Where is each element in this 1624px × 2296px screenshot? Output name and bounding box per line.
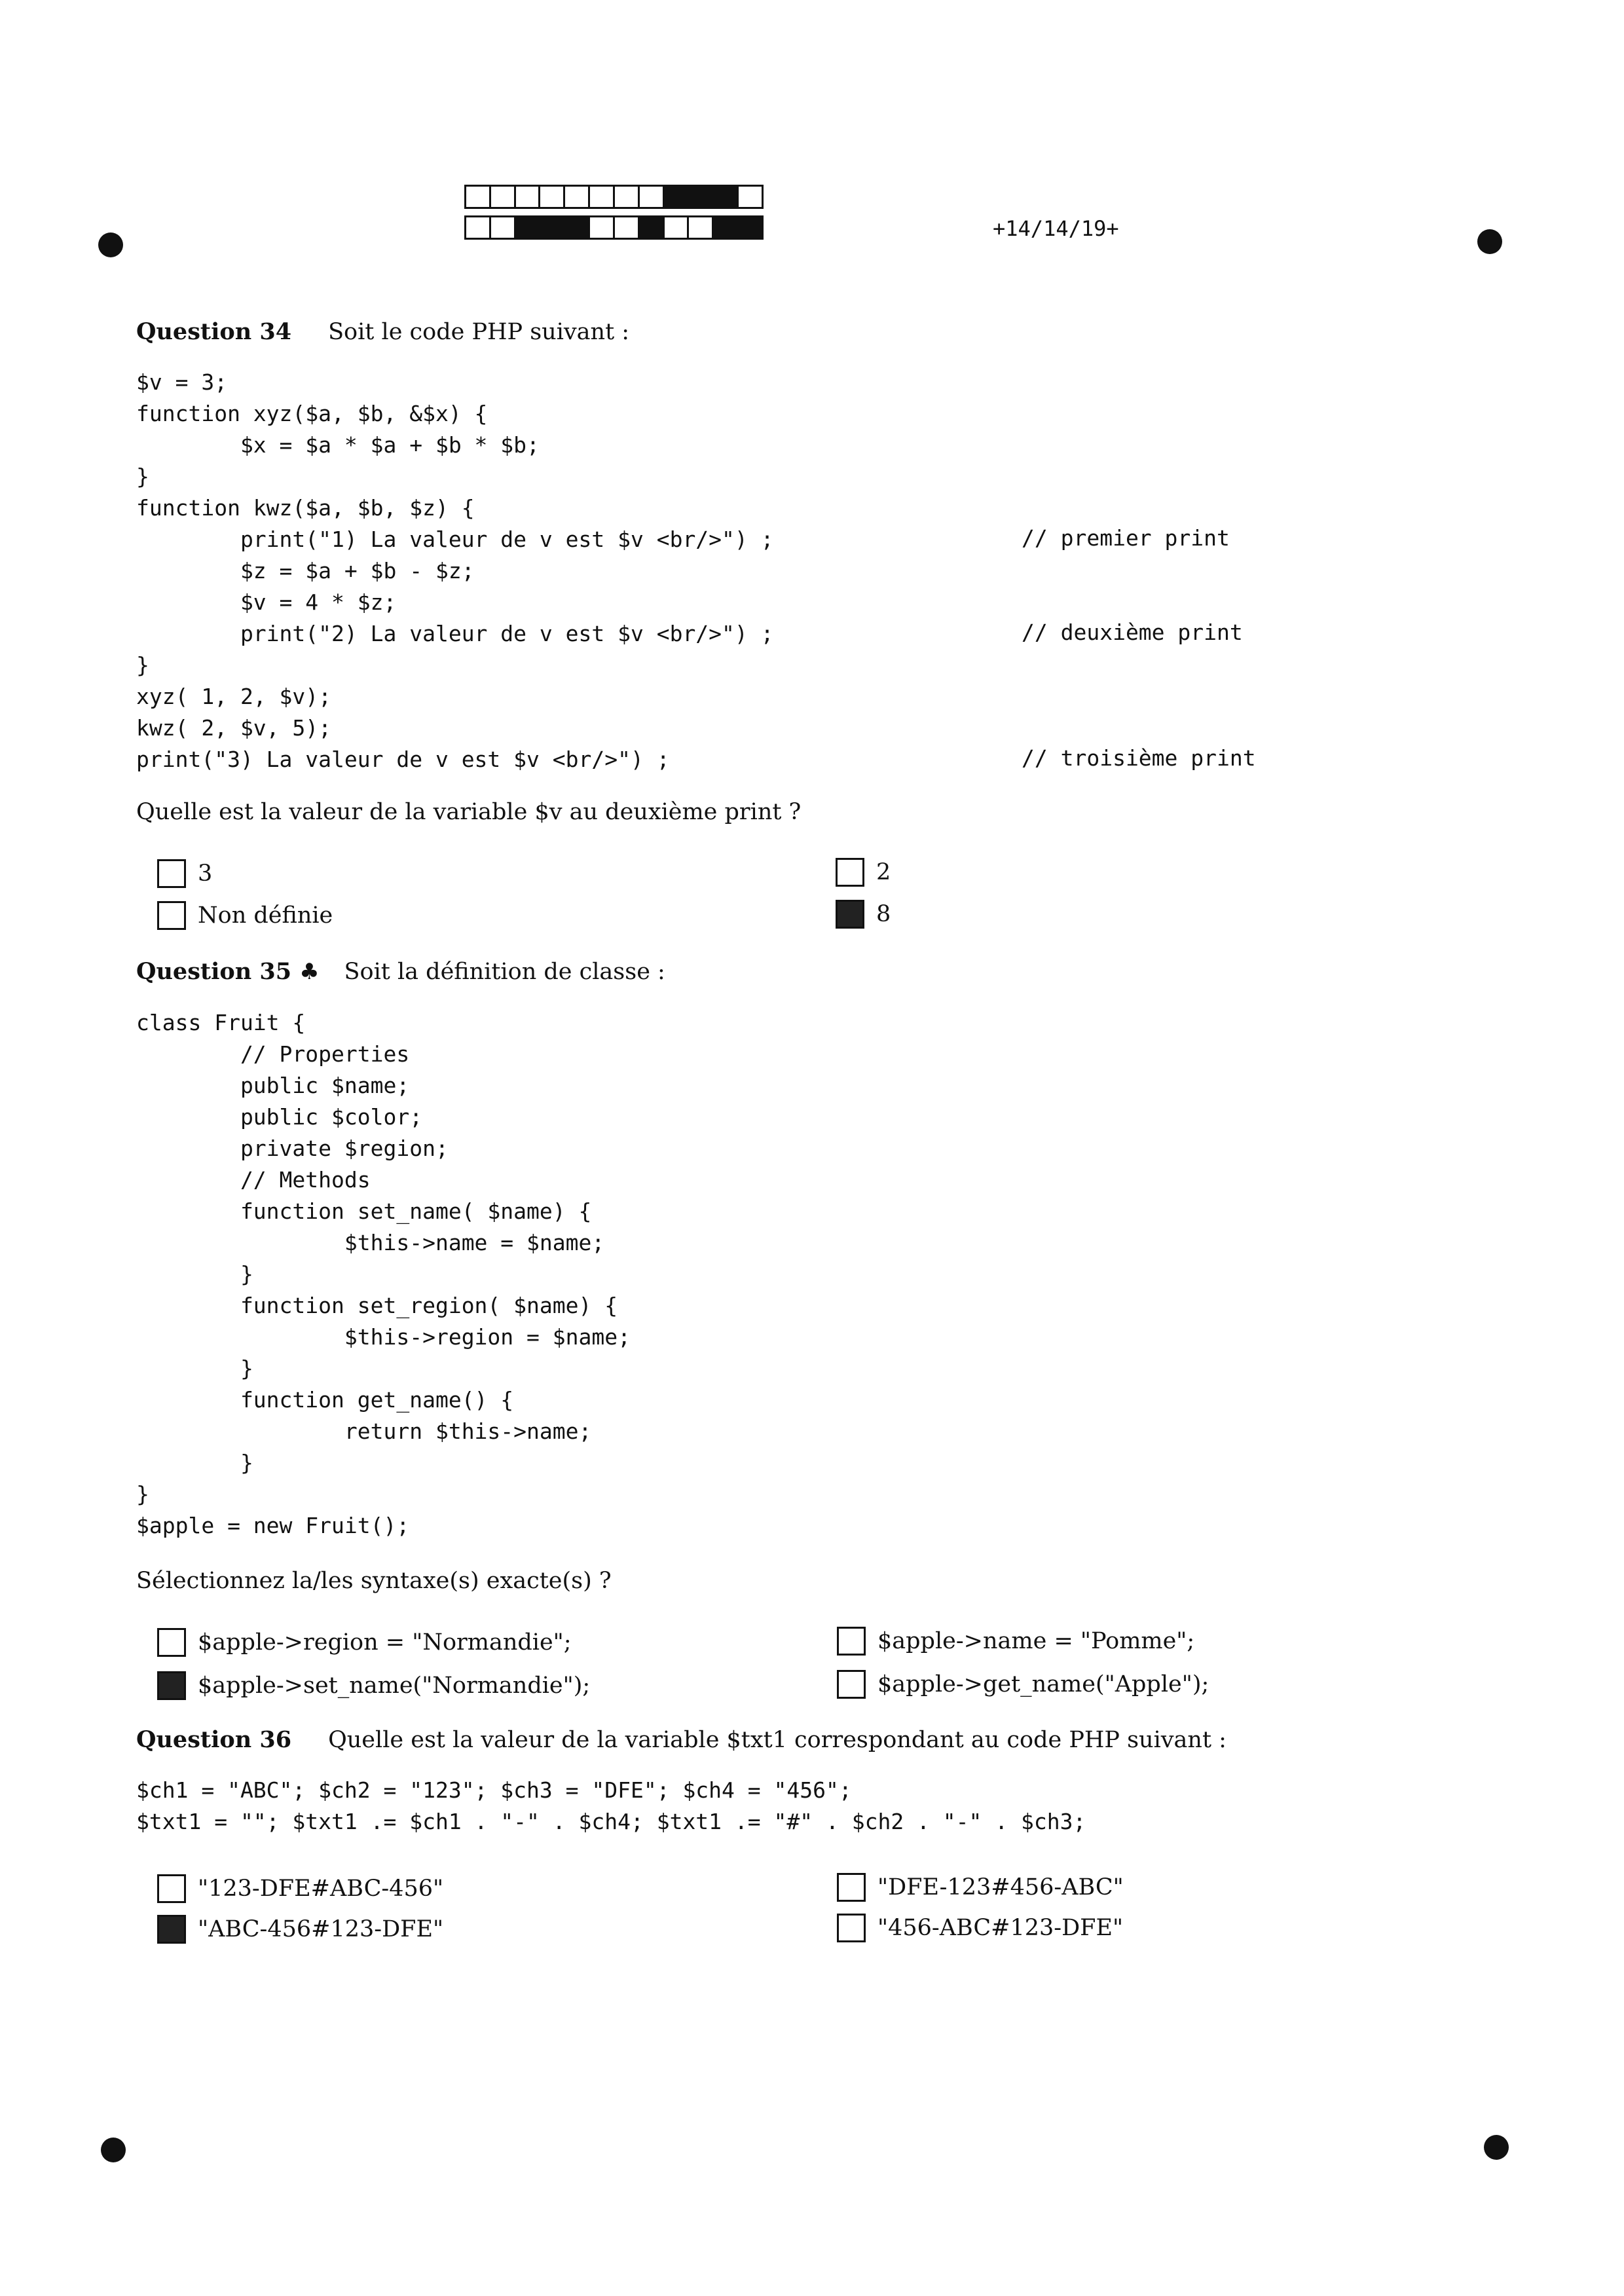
barcode-cell (563, 185, 590, 209)
option-label: Non définie (198, 902, 333, 929)
question-34-text: Quelle est la valeur de la variable $v au deuxième print ? (136, 799, 802, 825)
barcode-cell (613, 185, 640, 209)
q35-option-name[interactable] (837, 1627, 1194, 1656)
q35-code-line: } (136, 1481, 149, 1507)
comment-premier-print: // premier print (1022, 525, 1230, 551)
q34-code-line: kwz( 2, $v, 5); (136, 715, 332, 741)
checkbox[interactable] (837, 1627, 866, 1656)
barcode-cell (663, 215, 690, 240)
q34-code-line: print("2) La valeur de v est $v <br/>") ; (136, 621, 774, 646)
q34-option-8[interactable] (836, 900, 891, 929)
q36-option-dfe-123[interactable] (837, 1873, 1124, 1902)
barcode-cell (538, 215, 565, 240)
question-34-prompt: Soit le code PHP suivant : (328, 319, 630, 345)
barcode-cell (712, 215, 739, 240)
q36-option-456-abc[interactable] (837, 1914, 1123, 1942)
q35-code-line: // Properties (136, 1041, 410, 1067)
q34-code-line: xyz( 1, 2, $v); (136, 684, 332, 709)
question-36-prompt: Quelle est la valeur de la variable $txt1 correspondant au code PHP suivant : (328, 1727, 1227, 1753)
checkbox[interactable] (157, 901, 186, 930)
q35-code-line: } (136, 1356, 253, 1381)
checkbox[interactable] (157, 1874, 186, 1903)
checkbox[interactable] (837, 1873, 866, 1902)
q34-code-line: $z = $a + $b - $z; (136, 558, 475, 583)
option-label: "123-DFE#ABC-456" (198, 1876, 444, 1902)
question-35-prompt: Soit la définition de classe : (344, 959, 665, 985)
corner-mark-bottom-right (1484, 2135, 1509, 2160)
question-36-label: Question 36 (136, 1726, 292, 1753)
q36-code-line: $txt1 = ""; $txt1 .= $ch1 . "-" . $ch4; $txt1 .= "#" . $ch2 . "-" . $ch3; (136, 1809, 1086, 1834)
barcode-cell (588, 215, 615, 240)
option-label: "456-ABC#123-DFE" (877, 1915, 1124, 1941)
q35-code-line: function set_name( $name) { (136, 1198, 592, 1224)
barcode-row-1 (466, 185, 764, 209)
q35-code-line: } (136, 1261, 253, 1287)
q34-code-line: print("3) La valeur de v est $v <br/>") ; (136, 747, 670, 772)
barcode-cell (588, 185, 615, 209)
corner-mark-bottom-left (101, 2138, 126, 2162)
question-35-label: Question 35 (136, 958, 292, 985)
barcode-cell (514, 215, 541, 240)
q35-option-region[interactable] (157, 1628, 572, 1657)
checkbox[interactable] (837, 1914, 866, 1942)
barcode-cell (489, 185, 516, 209)
question-36-code (136, 1775, 1086, 1838)
q34-option-3[interactable] (157, 859, 212, 888)
option-label: $apple->set_name("Normandie"); (198, 1673, 591, 1699)
barcode-cell (687, 185, 714, 209)
q35-code-line: $this->region = $name; (136, 1324, 631, 1350)
checkbox[interactable] (837, 1670, 866, 1699)
option-label: $apple->name = "Pomme"; (877, 1628, 1195, 1654)
checkbox[interactable] (836, 858, 864, 887)
comment-deuxieme-print: // deuxième print (1022, 620, 1243, 645)
q36-option-abc-456[interactable] (157, 1915, 443, 1944)
page-identifier: +14/14/19+ (993, 216, 1119, 241)
q34-code-line: $x = $a * $a + $b * $b; (136, 432, 540, 458)
barcode-cell (464, 215, 491, 240)
q35-code-line: // Methods (136, 1167, 371, 1193)
option-label: 2 (876, 859, 891, 885)
barcode-row-2 (466, 215, 764, 240)
barcode-cell (737, 215, 764, 240)
checkbox-checked[interactable] (157, 1915, 186, 1944)
q35-code-line: function get_name() { (136, 1387, 514, 1413)
corner-mark-top-right (1477, 229, 1502, 254)
option-label: 3 (198, 861, 213, 887)
barcode-cell (638, 185, 665, 209)
barcode-cell (489, 215, 516, 240)
barcode-cell (687, 215, 714, 240)
q35-code-line: $apple = new Fruit(); (136, 1513, 410, 1538)
q34-code-line: } (136, 464, 149, 489)
barcode-cell (613, 215, 640, 240)
q35-code-line: class Fruit { (136, 1010, 306, 1035)
q35-code-line: function set_region( $name) { (136, 1293, 618, 1318)
question-35-code (136, 1007, 631, 1542)
club-icon: ♣ (299, 959, 320, 985)
question-34-label: Question 34 (136, 318, 292, 345)
q34-option-non-definie[interactable] (157, 901, 333, 930)
q35-code-line: private $region; (136, 1136, 449, 1161)
barcode-cell (638, 215, 665, 240)
q34-code-line: } (136, 652, 149, 678)
question-34-code (136, 367, 774, 775)
barcode-cell (538, 185, 565, 209)
checkbox[interactable] (157, 1628, 186, 1657)
q35-code-line: } (136, 1450, 253, 1475)
q34-option-2[interactable] (836, 858, 891, 887)
question-36-header (136, 1726, 1227, 1753)
checkbox-checked[interactable] (836, 900, 864, 929)
q35-code-line: public $name; (136, 1073, 410, 1098)
option-label: "ABC-456#123-DFE" (198, 1916, 444, 1942)
question-34-header (136, 318, 629, 345)
option-label: 8 (876, 901, 891, 927)
q35-code-line: $this->name = $name; (136, 1230, 605, 1255)
checkbox[interactable] (157, 859, 186, 888)
corner-mark-top-left (98, 232, 123, 257)
q34-code-line: function xyz($a, $b, &$x) { (136, 401, 488, 426)
q35-option-set-name[interactable] (157, 1671, 590, 1700)
barcode-cell (663, 185, 690, 209)
q34-code-line: function kwz($a, $b, $z) { (136, 495, 475, 521)
q34-code-line: print("1) La valeur de v est $v <br/>") ; (136, 527, 774, 552)
barcode-cell (712, 185, 739, 209)
barcode-cell (514, 185, 541, 209)
question-35-header (136, 958, 665, 985)
q35-option-get-name[interactable] (837, 1670, 1209, 1699)
comment-troisieme-print: // troisième print (1022, 745, 1256, 771)
barcode-cell (464, 185, 491, 209)
checkbox-checked[interactable] (157, 1671, 186, 1700)
option-label: $apple->region = "Normandie"; (198, 1629, 572, 1656)
q36-code-line: $ch1 = "ABC"; $ch2 = "123"; $ch3 = "DFE"; $ch4 = "456"; (136, 1777, 852, 1803)
q34-code-line: $v = 4 * $z; (136, 589, 397, 615)
barcode-cell (737, 185, 764, 209)
barcode-cell (563, 215, 590, 240)
q35-code-line: public $color; (136, 1104, 423, 1130)
question-35-text: Sélectionnez la/les syntaxe(s) exacte(s) ? (136, 1568, 612, 1594)
option-label: "DFE-123#456-ABC" (877, 1874, 1124, 1900)
q35-code-line: return $this->name; (136, 1418, 592, 1444)
option-label: $apple->get_name("Apple"); (877, 1671, 1209, 1697)
q36-option-123-dfe[interactable] (157, 1874, 443, 1903)
q34-code-line: $v = 3; (136, 369, 228, 395)
